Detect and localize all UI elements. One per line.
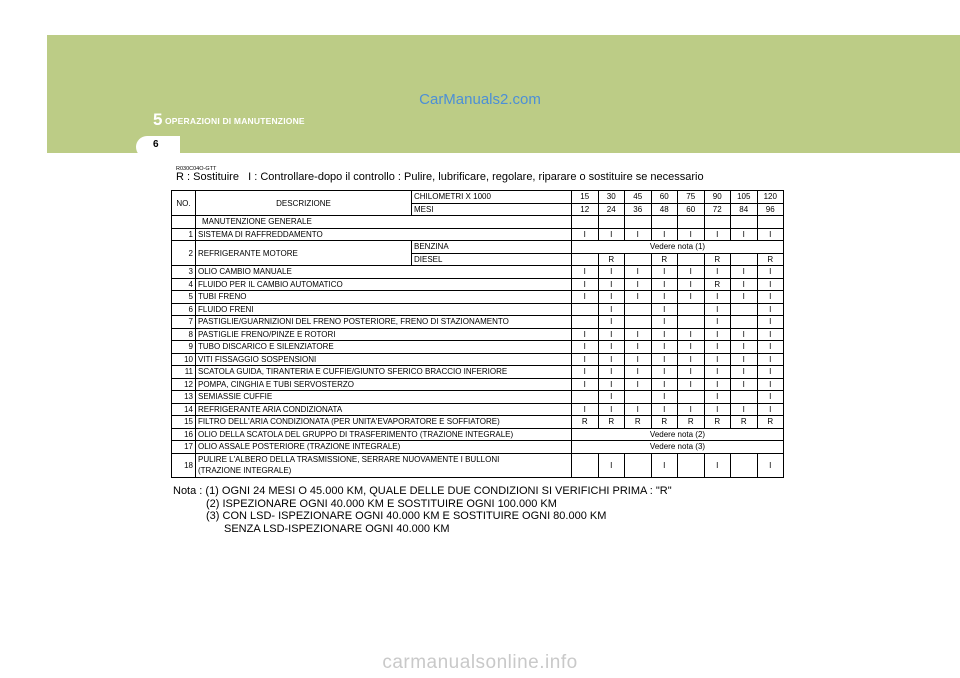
- schedule-cell: [625, 316, 652, 329]
- schedule-cell: I: [651, 366, 678, 379]
- schedule-cell: [731, 453, 758, 477]
- schedule-cell: I: [757, 353, 784, 366]
- schedule-cell: R: [598, 253, 625, 266]
- row-number: 11: [172, 366, 196, 379]
- schedule-cell: I: [651, 453, 678, 477]
- table-row: [172, 328, 784, 341]
- row-description: TUBO DISCARICO E SILENZIATORE: [196, 341, 572, 354]
- schedule-cell: [625, 391, 652, 404]
- table-row: [172, 228, 784, 241]
- table-row: [172, 403, 784, 416]
- schedule-cell: I: [757, 266, 784, 279]
- months-header: MESI: [412, 203, 572, 216]
- table-row: [172, 378, 784, 391]
- row-number: 2: [172, 241, 196, 266]
- note-line-2: (2) ISPEZIONARE OGNI 40.000 KM E SOSTITUIRE OGNI 100.000 KM: [206, 497, 557, 510]
- schedule-cell: I: [651, 303, 678, 316]
- table-row: [172, 453, 784, 465]
- km-value: 45: [625, 191, 652, 204]
- schedule-cell: [572, 303, 599, 316]
- schedule-cell: [572, 391, 599, 404]
- schedule-cell: I: [678, 366, 705, 379]
- row-note: Vedere nota (3): [572, 441, 784, 454]
- row-note: Vedere nota (2): [572, 428, 784, 441]
- schedule-cell: I: [731, 328, 758, 341]
- description-header: DESCRIZIONE: [196, 191, 412, 216]
- schedule-cell: I: [731, 378, 758, 391]
- row-number: 12: [172, 378, 196, 391]
- row-description: REFRIGERANTE MOTORE: [196, 241, 412, 266]
- schedule-cell: I: [572, 278, 599, 291]
- schedule-cell: [678, 303, 705, 316]
- schedule-cell: [731, 316, 758, 329]
- row-description: FILTRO DELL'ARIA CONDIZIONATA (PER UNITA'EVAPORATORE E SOFFIATORE): [196, 416, 572, 429]
- table-row: [172, 353, 784, 366]
- schedule-cell: R: [731, 416, 758, 429]
- months-value: 84: [731, 203, 758, 216]
- schedule-cell: I: [625, 378, 652, 391]
- schedule-cell: I: [757, 453, 784, 477]
- row-note: Vedere nota (1): [572, 241, 784, 254]
- no-header: NO.: [172, 191, 196, 216]
- row-number: 6: [172, 303, 196, 316]
- schedule-cell: R: [704, 416, 731, 429]
- schedule-cell: I: [678, 341, 705, 354]
- schedule-cell: I: [651, 378, 678, 391]
- table-cell: [651, 216, 678, 229]
- page-number: 6: [153, 139, 159, 150]
- schedule-cell: I: [598, 341, 625, 354]
- schedule-cell: I: [572, 266, 599, 279]
- schedule-cell: I: [757, 228, 784, 241]
- schedule-cell: I: [731, 228, 758, 241]
- schedule-cell: I: [757, 378, 784, 391]
- table-cell: [172, 216, 196, 229]
- schedule-cell: I: [704, 266, 731, 279]
- schedule-cell: I: [757, 278, 784, 291]
- row-description: FLUIDO FRENI: [196, 303, 572, 316]
- table-row: [172, 366, 784, 379]
- schedule-cell: I: [598, 291, 625, 304]
- schedule-cell: I: [598, 278, 625, 291]
- row-description: FLUIDO PER IL CAMBIO AUTOMATICO: [196, 278, 572, 291]
- table-row: [172, 428, 784, 441]
- schedule-cell: I: [757, 403, 784, 416]
- schedule-cell: I: [757, 341, 784, 354]
- row-sub-label: DIESEL: [412, 253, 572, 266]
- table-row: [172, 241, 784, 254]
- maintenance-table: [171, 190, 784, 478]
- schedule-cell: I: [704, 378, 731, 391]
- chapter-number: 5: [153, 110, 163, 129]
- km-value: 90: [704, 191, 731, 204]
- schedule-cell: [678, 253, 705, 266]
- schedule-cell: I: [598, 453, 625, 477]
- row-number: 3: [172, 266, 196, 279]
- row-number: 7: [172, 316, 196, 329]
- table-cell: [704, 216, 731, 229]
- schedule-cell: R: [598, 416, 625, 429]
- schedule-cell: [625, 303, 652, 316]
- months-value: 36: [625, 203, 652, 216]
- schedule-cell: I: [598, 266, 625, 279]
- notes: [173, 485, 672, 535]
- schedule-cell: I: [625, 353, 652, 366]
- schedule-cell: I: [678, 266, 705, 279]
- row-description: OLIO ASSALE POSTERIORE (TRAZIONE INTEGRALE): [196, 441, 572, 454]
- schedule-cell: [678, 316, 705, 329]
- schedule-cell: I: [704, 341, 731, 354]
- schedule-cell: R: [651, 416, 678, 429]
- schedule-cell: I: [625, 291, 652, 304]
- table-cell: [731, 216, 758, 229]
- row-number: 9: [172, 341, 196, 354]
- schedule-cell: I: [704, 391, 731, 404]
- months-value: 12: [572, 203, 599, 216]
- schedule-cell: I: [625, 341, 652, 354]
- row-description: SEMIASSIE CUFFIE: [196, 391, 572, 404]
- schedule-cell: I: [625, 278, 652, 291]
- schedule-cell: [731, 303, 758, 316]
- row-description: OLIO CAMBIO MANUALE: [196, 266, 572, 279]
- section-title: MANUTENZIONE GENERALE: [196, 216, 572, 229]
- schedule-cell: I: [651, 341, 678, 354]
- bottom-watermark: carmanualsonline.info: [382, 652, 578, 673]
- row-description: POMPA, CINGHIA E TUBI SERVOSTERZO: [196, 378, 572, 391]
- table-cell: [678, 216, 705, 229]
- schedule-cell: I: [704, 328, 731, 341]
- schedule-cell: I: [625, 366, 652, 379]
- schedule-cell: I: [678, 353, 705, 366]
- km-value: 30: [598, 191, 625, 204]
- months-value: 72: [704, 203, 731, 216]
- top-watermark: CarManuals2.com: [419, 91, 541, 108]
- schedule-cell: R: [704, 278, 731, 291]
- schedule-cell: I: [572, 328, 599, 341]
- table-cell: [572, 216, 599, 229]
- schedule-cell: I: [572, 378, 599, 391]
- months-value: 48: [651, 203, 678, 216]
- km-value: 60: [651, 191, 678, 204]
- note-line-3: (3) CON LSD- ISPEZIONARE OGNI 40.000 KM E SOSTITUIRE OGNI 80.000 KM: [206, 510, 607, 522]
- row-number: 14: [172, 403, 196, 416]
- schedule-cell: I: [598, 328, 625, 341]
- schedule-cell: I: [572, 353, 599, 366]
- schedule-cell: [572, 453, 599, 477]
- schedule-cell: [625, 453, 652, 477]
- schedule-cell: I: [757, 366, 784, 379]
- km-value: 105: [731, 191, 758, 204]
- km-value: 75: [678, 191, 705, 204]
- schedule-cell: I: [572, 341, 599, 354]
- km-value: 120: [757, 191, 784, 204]
- schedule-cell: I: [572, 228, 599, 241]
- schedule-cell: I: [731, 366, 758, 379]
- schedule-cell: I: [704, 228, 731, 241]
- schedule-cell: I: [731, 266, 758, 279]
- row-description: SISTEMA DI RAFFREDDAMENTO: [196, 228, 572, 241]
- note-line-1: Nota : (1) OGNI 24 MESI O 45.000 KM, QUALE DELLE DUE CONDIZIONI SI VERIFICHI PRIMA : "R": [173, 485, 672, 497]
- schedule-cell: I: [731, 291, 758, 304]
- schedule-cell: R: [625, 416, 652, 429]
- schedule-cell: I: [651, 316, 678, 329]
- chapter-title: OPERAZIONI DI MANUTENZIONE: [165, 116, 305, 126]
- schedule-cell: I: [598, 228, 625, 241]
- schedule-cell: I: [704, 353, 731, 366]
- table-row: [172, 291, 784, 304]
- schedule-cell: R: [704, 253, 731, 266]
- schedule-cell: I: [757, 391, 784, 404]
- schedule-cell: I: [651, 278, 678, 291]
- row-number: 16: [172, 428, 196, 441]
- schedule-cell: I: [731, 341, 758, 354]
- schedule-cell: R: [678, 416, 705, 429]
- schedule-cell: I: [651, 291, 678, 304]
- schedule-cell: I: [757, 328, 784, 341]
- section-code: R030C04O-GTT: [176, 166, 217, 172]
- table-row: [172, 441, 784, 454]
- months-value: 96: [757, 203, 784, 216]
- schedule-cell: I: [704, 291, 731, 304]
- row-number: 18: [172, 453, 196, 477]
- row-number: 13: [172, 391, 196, 404]
- schedule-cell: I: [651, 403, 678, 416]
- table-row: [172, 341, 784, 354]
- row-number: 4: [172, 278, 196, 291]
- row-number: 15: [172, 416, 196, 429]
- row-number: 5: [172, 291, 196, 304]
- schedule-cell: [731, 391, 758, 404]
- schedule-cell: R: [757, 416, 784, 429]
- row-number: 8: [172, 328, 196, 341]
- schedule-cell: I: [572, 366, 599, 379]
- schedule-cell: I: [757, 303, 784, 316]
- schedule-cell: I: [598, 391, 625, 404]
- table-body: [172, 191, 784, 478]
- schedule-cell: I: [678, 403, 705, 416]
- schedule-cell: I: [678, 278, 705, 291]
- km-header: CHILOMETRI X 1000: [412, 191, 572, 204]
- schedule-cell: I: [678, 378, 705, 391]
- row-number: 10: [172, 353, 196, 366]
- schedule-cell: [678, 453, 705, 477]
- schedule-cell: I: [731, 353, 758, 366]
- schedule-cell: I: [757, 291, 784, 304]
- schedule-cell: I: [598, 353, 625, 366]
- schedule-cell: I: [651, 328, 678, 341]
- table-cell: [598, 216, 625, 229]
- schedule-cell: [678, 391, 705, 404]
- schedule-cell: I: [704, 453, 731, 477]
- row-number: 17: [172, 441, 196, 454]
- table-row: [172, 391, 784, 404]
- row-description: VITI FISSAGGIO SOSPENSIONI: [196, 353, 572, 366]
- schedule-cell: I: [572, 291, 599, 304]
- row-description: PASTIGLIE FRENO/PINZE E ROTORI: [196, 328, 572, 341]
- km-value: 15: [572, 191, 599, 204]
- schedule-cell: I: [678, 291, 705, 304]
- schedule-cell: [572, 253, 599, 266]
- schedule-cell: I: [704, 366, 731, 379]
- months-value: 60: [678, 203, 705, 216]
- schedule-cell: I: [731, 403, 758, 416]
- legend: R : Sostituire I : Controllare-dopo il controllo : Pulire, lubrificare, regolare, riparare o sostituire se necessario: [176, 171, 704, 183]
- schedule-cell: R: [651, 253, 678, 266]
- schedule-cell: I: [731, 278, 758, 291]
- schedule-cell: I: [598, 403, 625, 416]
- schedule-cell: I: [651, 353, 678, 366]
- schedule-cell: I: [704, 316, 731, 329]
- section-row: [172, 216, 784, 229]
- table-cell: [757, 216, 784, 229]
- row-description: TUBI FRENO: [196, 291, 572, 304]
- schedule-cell: I: [598, 303, 625, 316]
- schedule-cell: I: [625, 266, 652, 279]
- row-description: PASTIGLIE/GUARNIZIONI DEL FRENO POSTERIORE, FRENO DI STAZIONAMENTO: [196, 316, 572, 329]
- row-description: PULIRE L'ALBERO DELLA TRASMISSIONE, SERRARE NUOVAMENTE I BULLONI: [196, 453, 572, 465]
- schedule-cell: [625, 253, 652, 266]
- schedule-cell: I: [704, 403, 731, 416]
- schedule-cell: I: [704, 303, 731, 316]
- table-row: [172, 266, 784, 279]
- schedule-cell: I: [598, 378, 625, 391]
- note-line-4: SENZA LSD-ISPEZIONARE OGNI 40.000 KM: [224, 522, 450, 535]
- schedule-cell: I: [651, 266, 678, 279]
- schedule-cell: I: [678, 328, 705, 341]
- table-cell: [625, 216, 652, 229]
- schedule-cell: R: [757, 253, 784, 266]
- table-row: [172, 278, 784, 291]
- schedule-cell: I: [625, 328, 652, 341]
- schedule-cell: R: [572, 416, 599, 429]
- schedule-cell: I: [625, 228, 652, 241]
- schedule-cell: I: [757, 316, 784, 329]
- table-row: [172, 416, 784, 429]
- table-row: [172, 316, 784, 329]
- schedule-cell: I: [651, 391, 678, 404]
- months-value: 24: [598, 203, 625, 216]
- row-description: REFRIGERANTE ARIA CONDIZIONATA: [196, 403, 572, 416]
- schedule-cell: I: [598, 316, 625, 329]
- schedule-cell: I: [625, 403, 652, 416]
- row-number: 1: [172, 228, 196, 241]
- row-sub-label: BENZINA: [412, 241, 572, 254]
- schedule-cell: [731, 253, 758, 266]
- schedule-cell: I: [572, 403, 599, 416]
- maintenance-table-wrap: [171, 190, 784, 478]
- schedule-cell: I: [678, 228, 705, 241]
- row-description: OLIO DELLA SCATOLA DEL GRUPPO DI TRASFERIMENTO (TRAZIONE INTEGRALE): [196, 428, 572, 441]
- row-description-cont: (TRAZIONE INTEGRALE): [196, 465, 572, 477]
- schedule-cell: I: [598, 366, 625, 379]
- schedule-cell: I: [651, 228, 678, 241]
- header-row: [172, 191, 784, 204]
- table-row: [172, 303, 784, 316]
- schedule-cell: [572, 316, 599, 329]
- row-description: SCATOLA GUIDA, TIRANTERIA E CUFFIE/GIUNTO SFERICO BRACCIO INFERIORE: [196, 366, 572, 379]
